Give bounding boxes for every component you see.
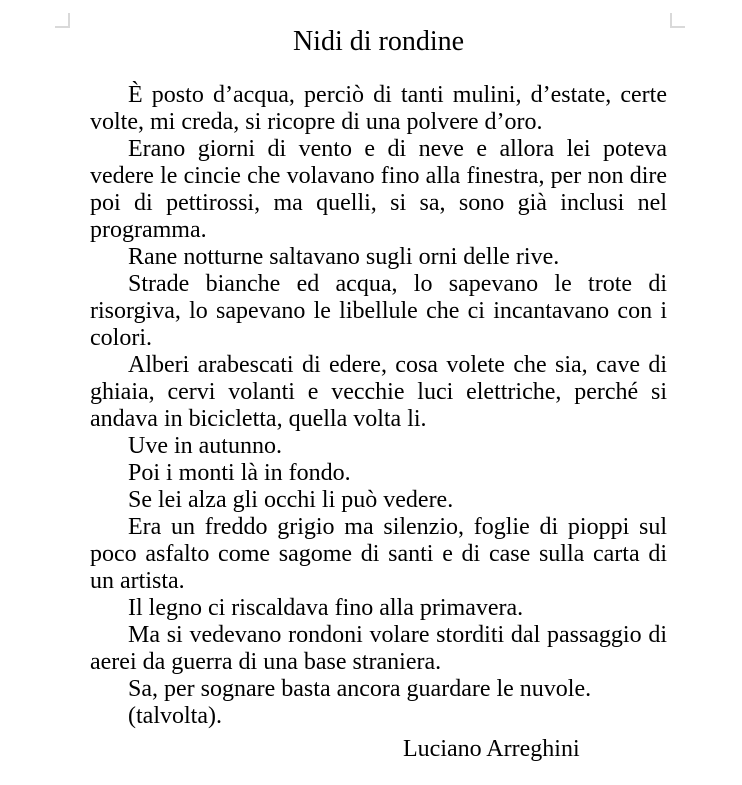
paragraph[interactable]: Alberi arabescati di edere, cosa volete che sia, cave di ghiaia, cervi volanti e vecchie luci elettriche, perché si andava in bicicletta, quella volta li.	[90, 352, 667, 432]
paragraph[interactable]: È posto d’acqua, perciò di tanti mulini, d’estate, certe volte, mi creda, si ricopre di una polvere d’oro.	[90, 82, 667, 135]
paragraph[interactable]: (talvolta).	[128, 703, 222, 729]
text-edit-area[interactable]	[90, 24, 667, 763]
paragraph[interactable]: Il legno ci riscaldava fino alla primavera.	[128, 595, 524, 621]
author-signature[interactable]: Luciano Arreghini	[403, 736, 580, 762]
text-boundary-mark-top-right-icon	[670, 13, 685, 28]
paragraph[interactable]: Ma si vedevano rondoni volare storditi dal passaggio di aerei da guerra di una base straniera.	[90, 622, 667, 675]
paragraph[interactable]: Poi i monti là in fondo.	[128, 460, 351, 486]
paragraph[interactable]: Rane notturne saltavano sugli orni delle rive.	[128, 244, 560, 270]
paragraph[interactable]: Se lei alza gli occhi li può vedere.	[128, 487, 454, 513]
paragraph[interactable]: Uve in autunno.	[128, 433, 282, 459]
paragraph[interactable]: Era un freddo grigio ma silenzio, foglie di pioppi sul poco asfalto come sagome di santi e di case sulla carta di un artista.	[90, 514, 667, 594]
document-title[interactable]: Nidi di rondine	[292, 26, 465, 57]
paragraph[interactable]: Sa, per sognare basta ancora guardare le nuvole.	[128, 676, 592, 702]
paragraph[interactable]: Erano giorni di vento e di neve e allora lei poteva vedere le cincie che volavano fino alla finestra, per non dire poi di pettirossi, ma quelli, si sa, sono già inclusi nel programma.	[90, 136, 667, 243]
paragraph[interactable]: Strade bianche ed acqua, lo sapevano le trote di risorgiva, lo sapevano le libellule che ci incantavano con i colori.	[90, 271, 667, 351]
text-boundary-mark-top-left-icon	[55, 13, 70, 28]
